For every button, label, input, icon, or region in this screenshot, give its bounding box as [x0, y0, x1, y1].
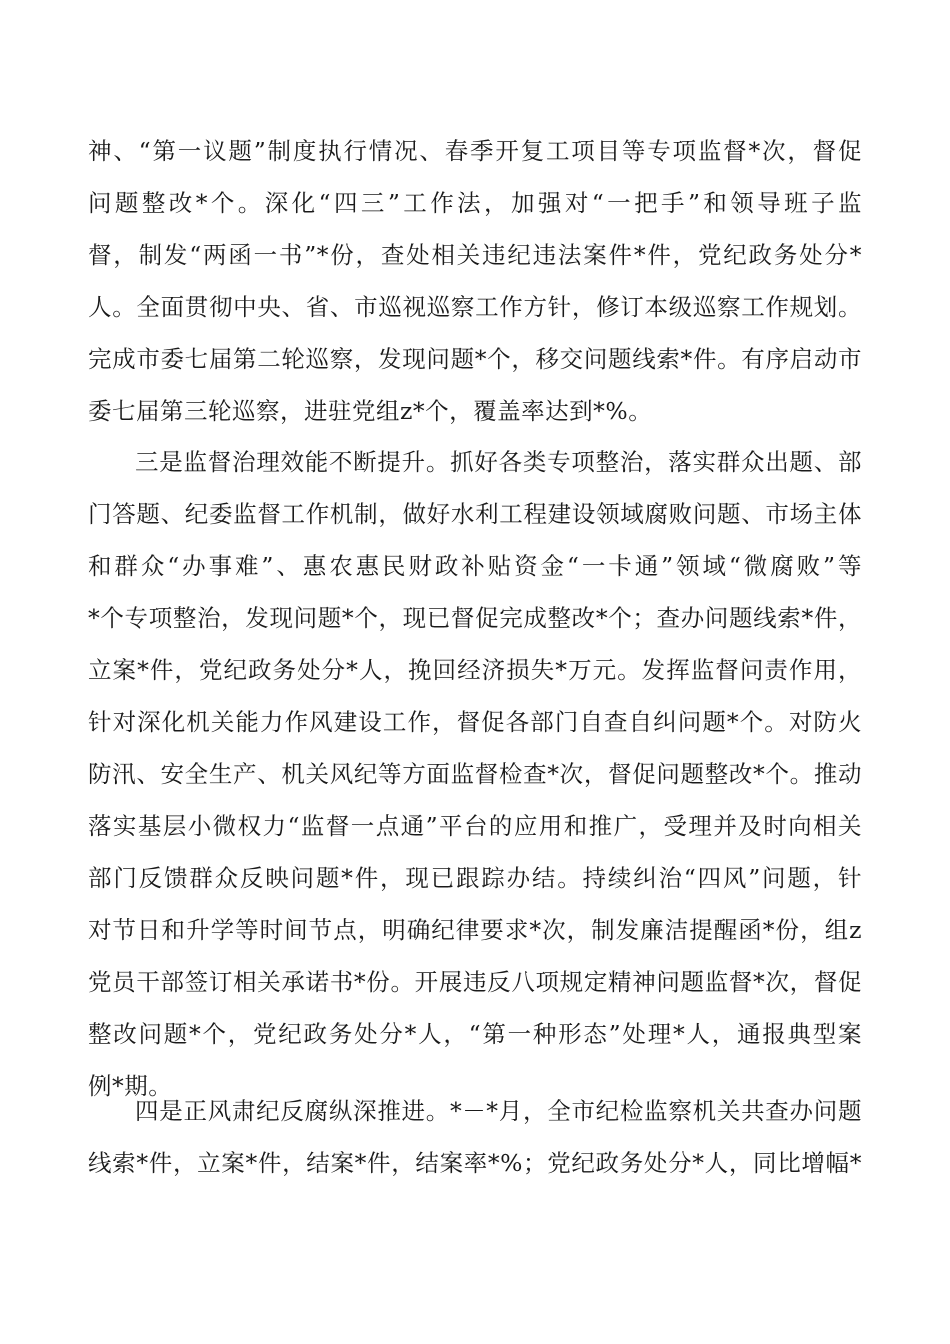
text-line: 针对深化机关能力作风建设工作，督促各部门自查自纠问题*个。对防火	[88, 708, 862, 736]
text-line: 防汛、安全生产、机关风纪等方面监督检查*次，督促问题整改*个。推动	[88, 760, 862, 788]
text-line: 完成市委七届第二轮巡察，发现问题*个，移交问题线索*件。有序启动市	[88, 345, 862, 373]
text-line: *个专项整治，发现问题*个，现已督促完成整改*个；查办问题线索*件，	[88, 604, 862, 632]
text-line: 督，制发“两函一书”*份，查处相关违纪违法案件*件，党纪政务处分*	[88, 241, 862, 269]
text-line: 人。全面贯彻中央、省、市巡视巡察工作方针，修订本级巡察工作规划。	[88, 293, 862, 321]
paragraph-governance-efficiency	[88, 436, 862, 1112]
text-line: 例*期。	[88, 1072, 173, 1100]
text-line: 问题整改*个。深化“四三”工作法，加强对“一把手”和领导班子监	[88, 189, 862, 217]
text-line: 线索*件，立案*件，结案*件，结案率*%；党纪政务处分*人，同比增幅*	[88, 1149, 862, 1177]
text-line: 委七届第三轮巡察，进驻党组z*个，覆盖率达到*%。	[88, 397, 653, 425]
text-line: 立案*件，党纪政务处分*人，挽回经济损失*万元。发挥监督问责作用，	[88, 656, 862, 684]
text-line: 党员干部签订相关承诺书*份。开展违反八项规定精神问题监督*次，督促	[88, 968, 862, 996]
text-line: 和群众“办事难”、惠农惠民财政补贴资金“一卡通”领域“微腐败”等	[88, 552, 862, 580]
text-line: 三是监督治理效能不断提升。抓好各类专项整治，落实群众出题、部	[135, 448, 862, 476]
text-line: 门答题、纪委监督工作机制，做好水利工程建设领域腐败问题、市场主体	[88, 500, 862, 528]
text-line: 四是正风肃纪反腐纵深推进。*－*月，全市纪检监察机关共查办问题	[135, 1097, 862, 1125]
text-line: 对节日和升学等时间节点，明确纪律要求*次，制发廉洁提醒函*份，组z	[88, 916, 862, 944]
text-line: 落实基层小微权力“监督一点通”平台的应用和推广，受理并及时向相关	[88, 812, 862, 840]
paragraph-anti-corruption	[88, 1085, 862, 1189]
text-line: 整改问题*个，党纪政务处分*人，“第一种形态”处理*人，通报典型案	[88, 1020, 862, 1048]
text-line: 部门反馈群众反映问题*件，现已跟踪办结。持续纠治“四风”问题，针	[88, 864, 862, 892]
paragraph-supervision-continued	[88, 125, 862, 437]
text-line: 神、“第一议题”制度执行情况、春季开复工项目等专项监督*次，督促	[88, 137, 862, 165]
